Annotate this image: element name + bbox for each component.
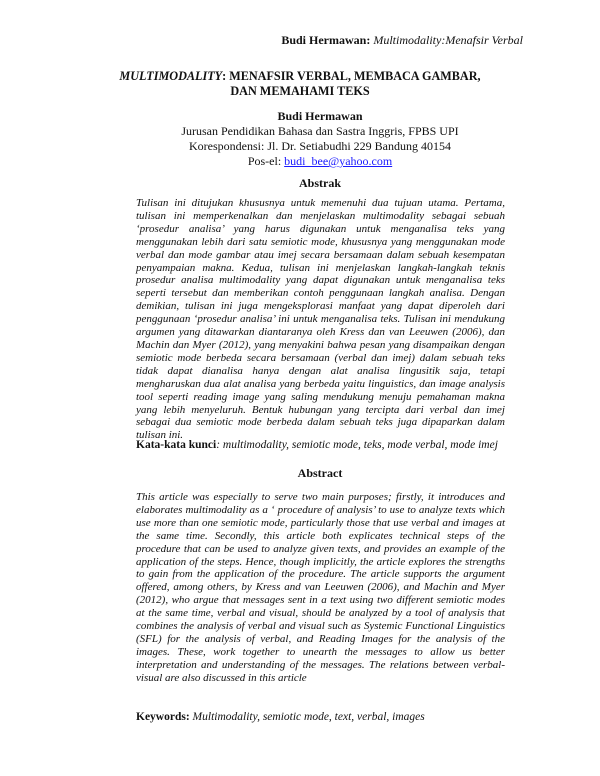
abstrak-keywords-list: : multimodality, semiotic mode, teks, mode verbal, mode imej [216, 439, 498, 451]
abstract-heading: Abstract [297, 466, 343, 480]
abstrak-keywords [136, 439, 516, 451]
title-line-2: DAN MEMAHAMI TEKS [230, 84, 370, 98]
paper-title [0, 69, 600, 99]
abstrak-text: Tulisan ini ditujukan khususnya untuk memenuhi dua tujuan utama. Pertama, tulisan ini memperkenalkan dan menjelaskan multimodality sebagai sebuah ‘prosedur analisa’ yang harus digunakan untuk menganalisa teks yang menggunakan lebih dari satu semiotic mode, khususnya yang menggunakan mode verbal dan mode gambar atau imej secara bersamaan dalam sebuah kesempatan penyampaian makna. Kedua, tulisan ini menjelaskan langkah-langkah teknis prosedur analisa multimodality yang dapat digunakan untuk menganalisa teks seperti tersebut dan memberikan contoh penggunaan langkah analisa. Dengan demikian, tulisan ini juga mengeksplorasi manfaat yang dapat diperoleh dari penggunaan ‘prosedur analisa’ ini untuk menganalisa teks. Tulisan ini mendukung argumen yang ditawarkan diantaranya oleh Kress dan van Leeuwen (2006), dan Machin dan Myer (2012), yang menyakini bahwa pesan yang disampaikan dengan semiotic mode berbeda secara bersamaan (verbal dan imej) dalam sebuah teks tidak dapat dianalisa hanya dengan alat analisa lingusitik saja, tetapi mengharuskan dua alat analisa yang berbeda yaitu linguistics, dan image analysis tool seperti reading image yang saling mendukung menuju pemahaman makna yang lebih menyeluruh. Bentuk hubungan yang tercipta dari verbal dan imej sebagai dua semiotic mode berbeda dalam sebuah teks juga dipaparkan dalam tulisan ini. [136, 197, 505, 442]
running-head-author: Budi Hermawan: [281, 33, 371, 47]
title-rest: : MENAFSIR VERBAL, MEMBACA GAMBAR, [222, 69, 481, 83]
abstract-keywords [136, 711, 516, 723]
author-name: Budi Hermawan [277, 109, 363, 123]
author-block [0, 109, 600, 169]
author-correspondence: Korespondensi: Jl. Dr. Setiabudhi 229 Bandung 40154 [189, 139, 451, 153]
abstract-keywords-label: Keywords: [136, 711, 190, 723]
email-label: Pos-el: [247, 154, 282, 168]
author-affiliation: Jurusan Pendidikan Bahasa dan Sastra Inggris, FPBS UPI [181, 124, 459, 138]
abstrak-heading: Abstrak [298, 176, 341, 190]
running-head-title: Multimodality:Menafsir Verbal [373, 33, 523, 47]
abstract-text: This article was especially to serve two main purposes; firstly, it introduces and elaborates multimodality as a ‘ procedure of analysis’ to use to analyze texts which use more than one semiotic mode, particularly those that use verbal and images at the same time. Secondly, this article both explicates technical steps of the procedure that can be used to analyze given texts, and provides an example of the application of the steps. Hence, though implicitly, the article explores the strengths to gain from the application of the procedure. The article supports the argument offered, among others, by Kress and van Leeuwen (2006), and Machin and Myer (2012), who argue that messages sent in a text using two different semiotic modes at the same time, verbal and visual, should be analyzed by a tool of analysis that combines the analysis of verbal and visual such as Systemic Functional Linguistics (SFL) for the analysis of verbal, and Reading Images for the analysis of the images. These, work together to unearth the messages to allow us better interpretation and understanding of the messages. The relations between verbal-visual are also discussed in this article [136, 491, 505, 684]
abstract-keywords-list: Multimodality, semiotic mode, text, verbal, images [192, 711, 425, 723]
title-italic: MULTIMODALITY [119, 69, 223, 83]
email-link[interactable]: budi_bee@yahoo.com [284, 154, 393, 168]
title-line-1 [0, 69, 600, 84]
author-email-line [0, 154, 600, 169]
abstrak-keywords-label: Kata-kata kunci [136, 439, 217, 451]
running-head [281, 33, 523, 48]
